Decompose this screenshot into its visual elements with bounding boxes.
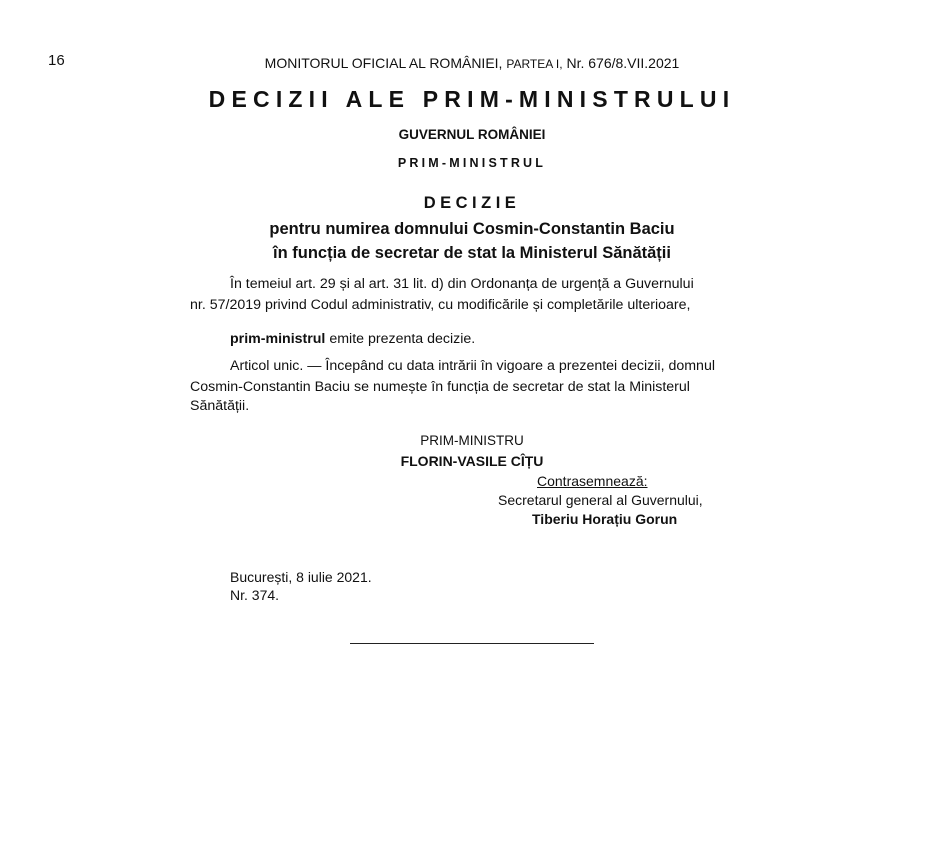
signatory-name: FLORIN-VASILE CÎȚU bbox=[400, 453, 544, 469]
countersign-name: Tiberiu Horațiu Gorun bbox=[532, 511, 678, 527]
article-line3: Sănătății. bbox=[190, 398, 250, 414]
article-line1: Articol unic. — Începând cu data intrării în vigoare a prezentei decizii, domnul bbox=[230, 358, 715, 374]
header-issue: Nr. 676/8.VII.2021 bbox=[566, 55, 680, 71]
emit-statement bbox=[230, 329, 475, 350]
section-title: DECIZII ALE PRIM-MINISTRULUI bbox=[208, 86, 736, 112]
signatory-title: PRIM-MINISTRU bbox=[420, 433, 524, 448]
issuer-government: GUVERNUL ROMÂNIEI bbox=[398, 127, 546, 142]
running-header bbox=[0, 55, 944, 71]
legal-basis-line2: nr. 57/2019 privind Codul administrativ, cu modificările și completările ulterioare, bbox=[190, 297, 691, 313]
countersign-label: Contrasemnează: bbox=[537, 473, 648, 489]
decision-subtitle-line1: pentru numirea domnului Cosmin-Constantin Baciu bbox=[269, 220, 675, 238]
decision-number: Nr. 374. bbox=[230, 587, 280, 603]
emit-rest: emite prezenta decizie. bbox=[325, 331, 476, 347]
page-number: 16 bbox=[48, 52, 65, 69]
article-line2: Cosmin-Constantin Baciu se numește în funcția de secretar de stat la Ministerul bbox=[190, 379, 690, 395]
decision-subtitle-line2: în funcția de secretar de stat la Ministerul Sănătății bbox=[273, 244, 671, 262]
place-date: București, 8 iulie 2021. bbox=[230, 569, 372, 585]
issuer-office: PRIM-MINISTRUL bbox=[397, 156, 547, 170]
countersign-role: Secretarul general al Guvernului, bbox=[498, 492, 703, 508]
end-rule-divider bbox=[350, 643, 594, 644]
legal-basis-line1: În temeiul art. 29 și al art. 31 lit. d) din Ordonanța de urgență a Guvernului bbox=[230, 276, 694, 292]
decision-title: DECIZIE bbox=[423, 194, 521, 212]
header-part: PARTEA I, bbox=[506, 57, 563, 71]
emit-subject: prim-ministrul bbox=[230, 331, 326, 347]
header-publication: MONITORUL OFICIAL AL ROMÂNIEI, bbox=[264, 55, 503, 71]
